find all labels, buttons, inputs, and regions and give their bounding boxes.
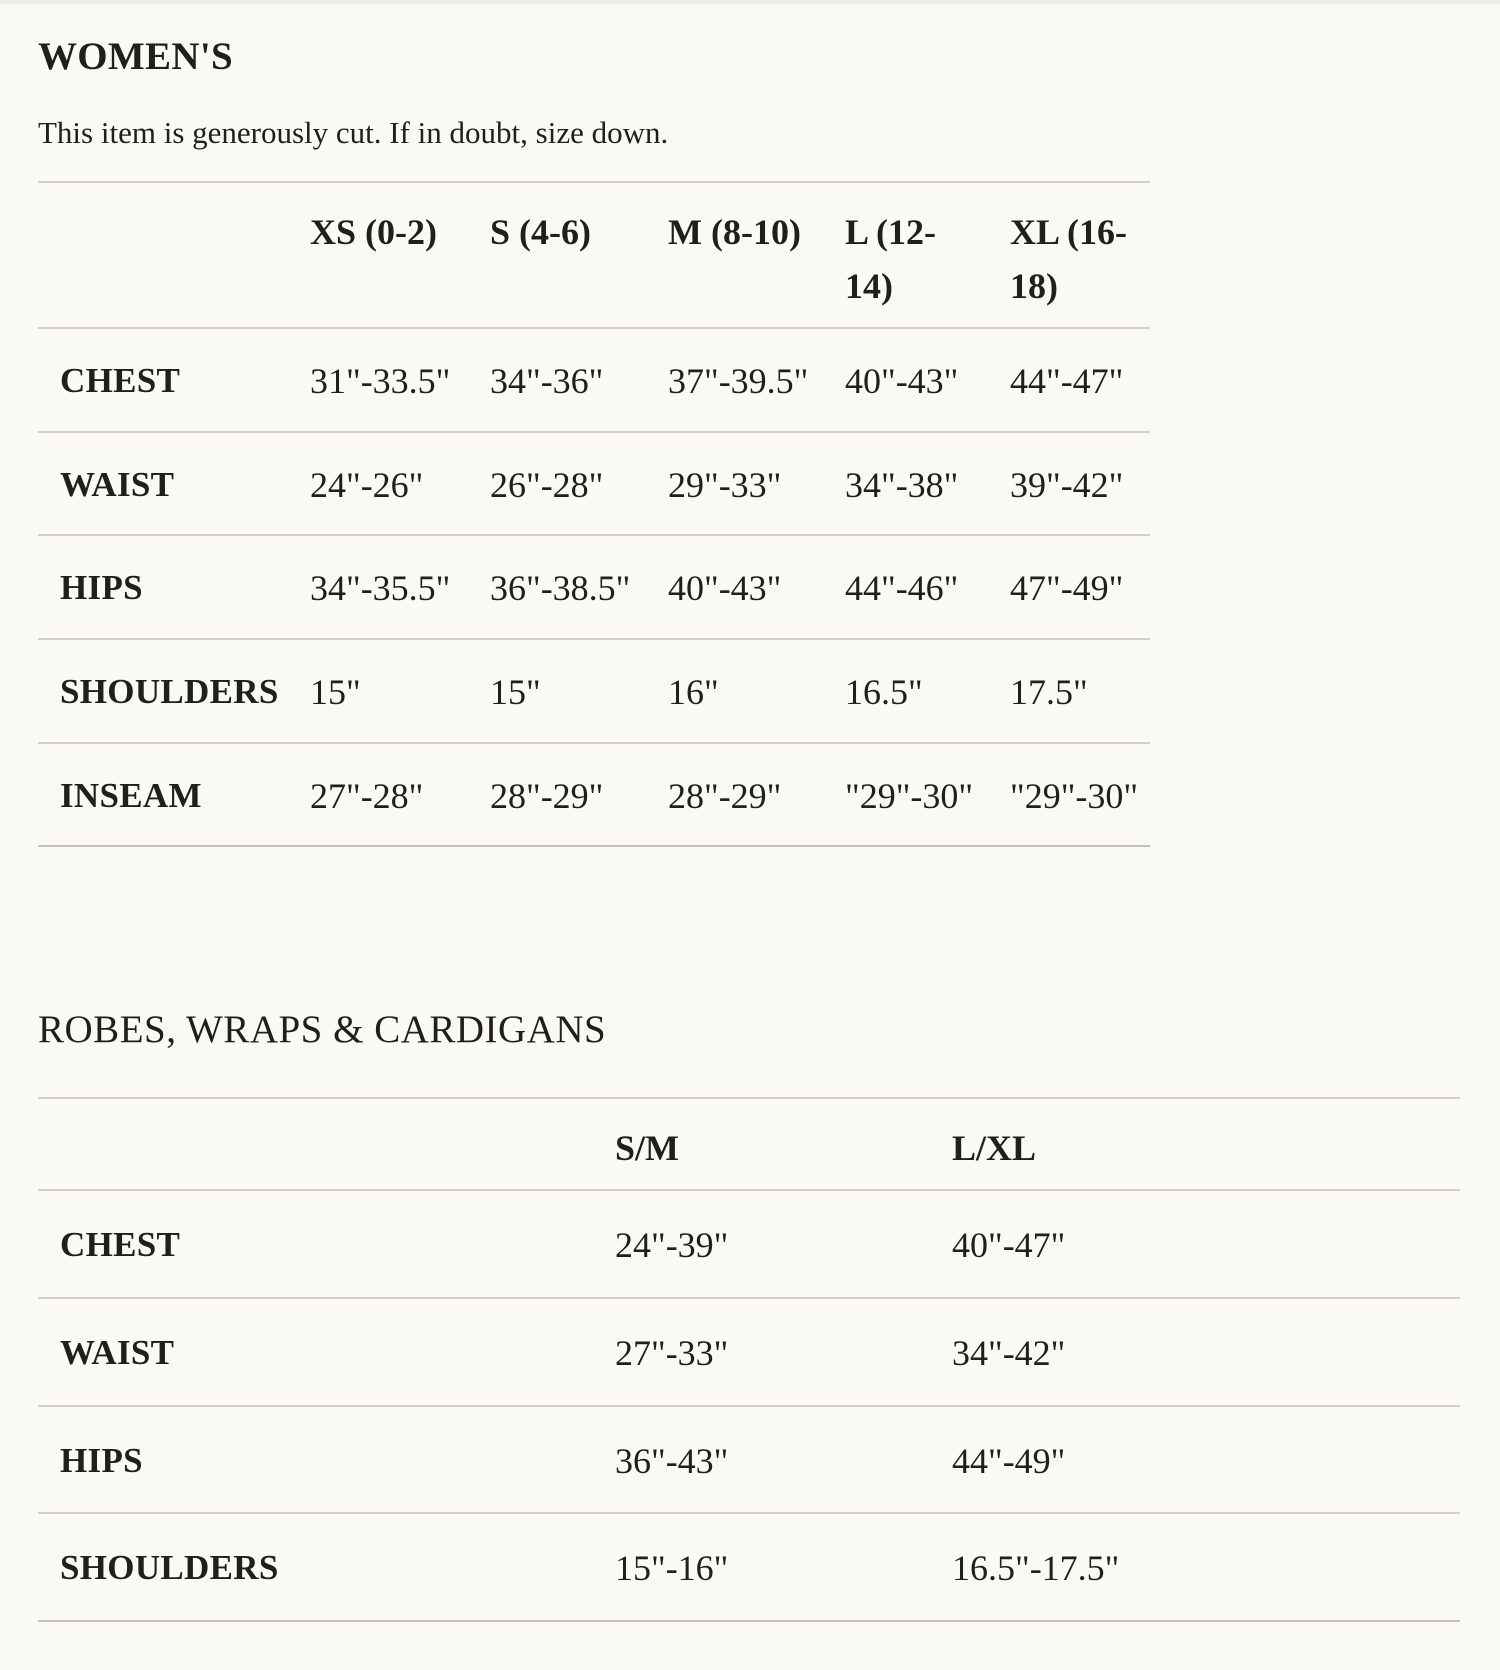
column-header-s: S (4-6) <box>490 212 591 252</box>
column-header-xs: XS (0-2) <box>310 212 437 252</box>
size-value: 34"-35.5" <box>310 568 451 609</box>
corner-cell <box>38 1098 593 1190</box>
size-value: 39"-42" <box>1010 464 1124 505</box>
corner-cell <box>38 182 288 328</box>
womens-size-table <box>38 181 1150 847</box>
size-value: 16" <box>668 672 719 713</box>
size-value: 24"-39" <box>615 1225 729 1266</box>
column-header-sm: S/M <box>615 1128 680 1169</box>
row-label: WAIST <box>60 464 175 504</box>
section-title-womens: WOMEN'S <box>38 35 233 78</box>
size-value: "29"-30" <box>845 775 974 816</box>
size-value: 29"-33" <box>668 464 782 505</box>
header-row <box>38 182 1150 328</box>
robes-size-table <box>38 1097 1460 1622</box>
size-value: 27"-33" <box>615 1333 729 1374</box>
header-row <box>38 1098 1460 1190</box>
row-label: CHEST <box>60 361 181 400</box>
top-edge-strip <box>0 0 1500 4</box>
row-label: HIPS <box>60 568 143 608</box>
column-header-xl: XL (16- 18) <box>1010 212 1127 306</box>
table-row-chest <box>38 1190 1460 1298</box>
size-value: "29"-30" <box>1010 775 1139 816</box>
size-value: 34"-38" <box>845 464 959 505</box>
size-value: 40"-43" <box>845 361 959 401</box>
table-row-shoulders <box>38 639 1150 743</box>
row-label: WAIST <box>60 1333 175 1373</box>
size-value: 28"-29" <box>668 775 782 816</box>
fit-note: This item is generously cut. If in doubt, size down. <box>38 115 669 150</box>
size-value: 37"-39.5" <box>668 361 809 401</box>
row-label: CHEST <box>60 1225 181 1265</box>
row-label: HIPS <box>60 1440 143 1480</box>
table-row-chest <box>38 328 1150 432</box>
table-row-waist <box>38 1298 1460 1406</box>
row-label: SHOULDERS <box>60 672 279 712</box>
column-header-lxl: L/XL <box>952 1128 1037 1169</box>
size-value: 36"-43" <box>615 1440 729 1481</box>
section-title-robes: ROBES, WRAPS & CARDIGANS <box>38 1008 607 1052</box>
size-value: 40"-43" <box>668 568 782 609</box>
size-value: 28"-29" <box>490 775 604 816</box>
size-value: 16.5"-17.5" <box>952 1548 1120 1589</box>
size-value: 34"-42" <box>952 1333 1066 1374</box>
size-value: 27"-28" <box>310 775 424 816</box>
table-row-inseam <box>38 743 1150 847</box>
row-label: SHOULDERS <box>60 1548 279 1588</box>
size-value: 44"-49" <box>952 1440 1066 1481</box>
size-value: 47"-49" <box>1010 568 1124 609</box>
size-value: 15"-16" <box>615 1548 729 1589</box>
size-value: 26"-28" <box>490 464 604 505</box>
size-value: 40"-47" <box>952 1225 1066 1266</box>
size-value: 44"-46" <box>845 568 959 609</box>
size-value: 34"-36" <box>490 361 604 401</box>
size-value: 15" <box>490 672 541 713</box>
row-label: INSEAM <box>60 775 202 815</box>
table-row-hips <box>38 535 1150 639</box>
size-value: 17.5" <box>1010 672 1088 713</box>
column-header-m: M (8-10) <box>668 212 801 252</box>
table-row-shoulders <box>38 1513 1460 1621</box>
womens-section <box>38 34 1462 847</box>
size-value: 44"-47" <box>1010 361 1124 401</box>
size-value: 24"-26" <box>310 464 424 505</box>
size-value: 31"-33.5" <box>310 361 451 401</box>
robes-section <box>38 1007 1462 1622</box>
size-value: 36"-38.5" <box>490 568 631 609</box>
size-value: 16.5" <box>845 672 923 713</box>
size-value: 15" <box>310 672 361 713</box>
column-header-l: L (12- 14) <box>845 212 937 306</box>
table-row-waist <box>38 432 1150 536</box>
table-row-hips <box>38 1406 1460 1514</box>
